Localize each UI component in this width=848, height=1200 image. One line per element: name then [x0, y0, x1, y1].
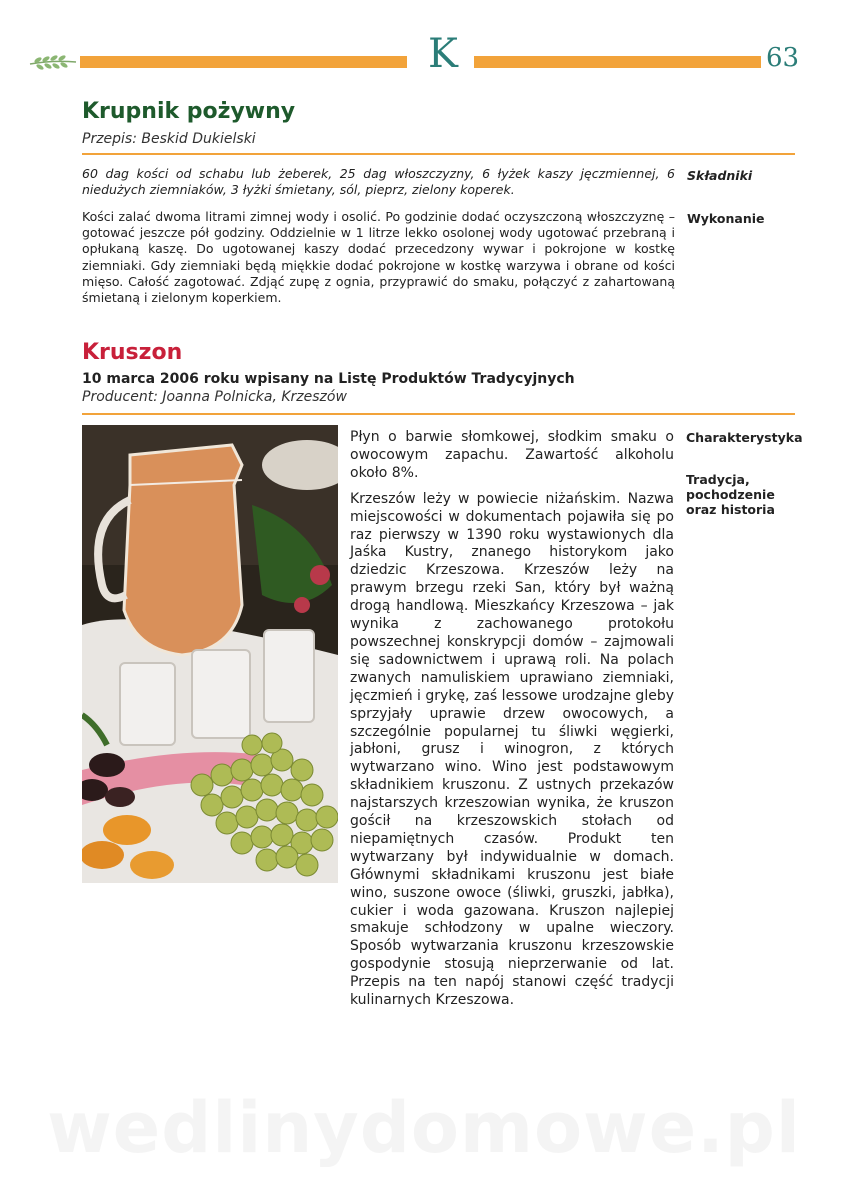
characteristics-text: Płyn o barwie słomkowej, słodkim smaku o owocowym zapachu. Zawartość alkoholu około 8%. [350, 429, 674, 481]
registration-note: 10 marca 2006 roku wpisany na Listę Produktów Tradycyjnych [82, 371, 575, 387]
section-letter: K [428, 31, 458, 77]
history-text: Krzeszów leży w powiecie niżańskim. Nazwa miejscowości w dokumentach pojawiła się po raz pierwszy w 1390 roku wystawionych dla Jaśka Kustry, znanego historykom jako dziedzic Krzeszowa. Krzeszów leży na prawym brzegu rzeki San, który był ważną drogą handlową. Mieszkańcy Krzeszowa – jak wynika z zachowanego protokołu powszechnej konskrypcji domów – zajmowali się sadownictwem i uprawą roli. Na polach zwanych namuliskiem uprawiano ziemniaki, jęczmień i grykę, zaś lessowe urodzajne gleby sprzyjały uprawie drzew owocowych, a szczególnie popularnej tu śliwki węgierki, jabłoni, grusz i winogron, z których wytwarzano wino. Wino jest podstawowym składnikiem kruszonu. Z ustnych przekazów najstarszych krzeszowian wynika, że kruszon gościł na krzeszowskich stołach od niepamiętnych czasów. Produkt ten wytwarzany był indywidualnie w domach. Głównymi składnikami kruszonu jest białe wino, suszone owoce (śliwki, gruszki, jabłka), cukier i woda gazowana. Kruszon najlepiej smakuje schłodzony w upalne wieczory. Sposób wytwarzania kruszonu krzeszowskie gospodynie stosują nieprzerwanie od lat. Przepis na ten napój stanowi część tradycji kulinarnych Krzeszowa. [350, 490, 674, 1009]
section-divider [82, 413, 795, 415]
history-label: Tradycja, pochodzenie oraz historia [686, 472, 775, 517]
recipe-title: Krupnik pożywny [82, 99, 296, 124]
page-number: 63 [766, 43, 800, 73]
product-title: Kruszon [82, 340, 183, 365]
header-bar-left [80, 56, 407, 68]
leaf-ornament-icon [28, 52, 78, 74]
producer-line: Producent: Joanna Polnicka, Krzeszów [82, 389, 347, 405]
ingredients-label: Składniki [687, 168, 753, 183]
section-divider [82, 153, 795, 155]
preparation-label: Wykonanie [687, 211, 765, 226]
kruszon-description [350, 429, 674, 1018]
kruszon-photo [82, 425, 338, 883]
header-bar-right [474, 56, 761, 68]
recipe-source: Przepis: Beskid Dukielski [82, 131, 256, 147]
preparation-text: Kości zalać dwoma litrami zimnej wody i osolić. Po godzinie dodać oczyszczoną włoszczyznę – gotować jeszcze pół godziny. Oddzielnie w 1 litrze lekko osolonej wody ugotować przebraną i opłukaną kaszę. Do ugotowanej kaszy dodać przecedzony wywar i pokrojone w kostkę ziemniaki. Gdy ziemniaki będą miękkie dodać pokrojone w kostkę warzywa i obrane od kości mięso. Całość zagotować. Zdjąć zupę z ognia, przyprawić do smaku, połączyć z zahartowaną śmietaną i zielonym koperkiem. [82, 209, 675, 306]
characteristics-label: Charakterystyka [686, 430, 803, 445]
watermark: wedlinydomowe.pl [47, 1087, 801, 1169]
ingredients-text: 60 dag kości od schabu lub żeberek, 25 dag włoszczyzny, 6 łyżek kaszy jęczmiennej, 6 niedużych ziemniaków, 3 łyżki śmietany, sól, pieprz, zielony koperek. [82, 166, 675, 198]
